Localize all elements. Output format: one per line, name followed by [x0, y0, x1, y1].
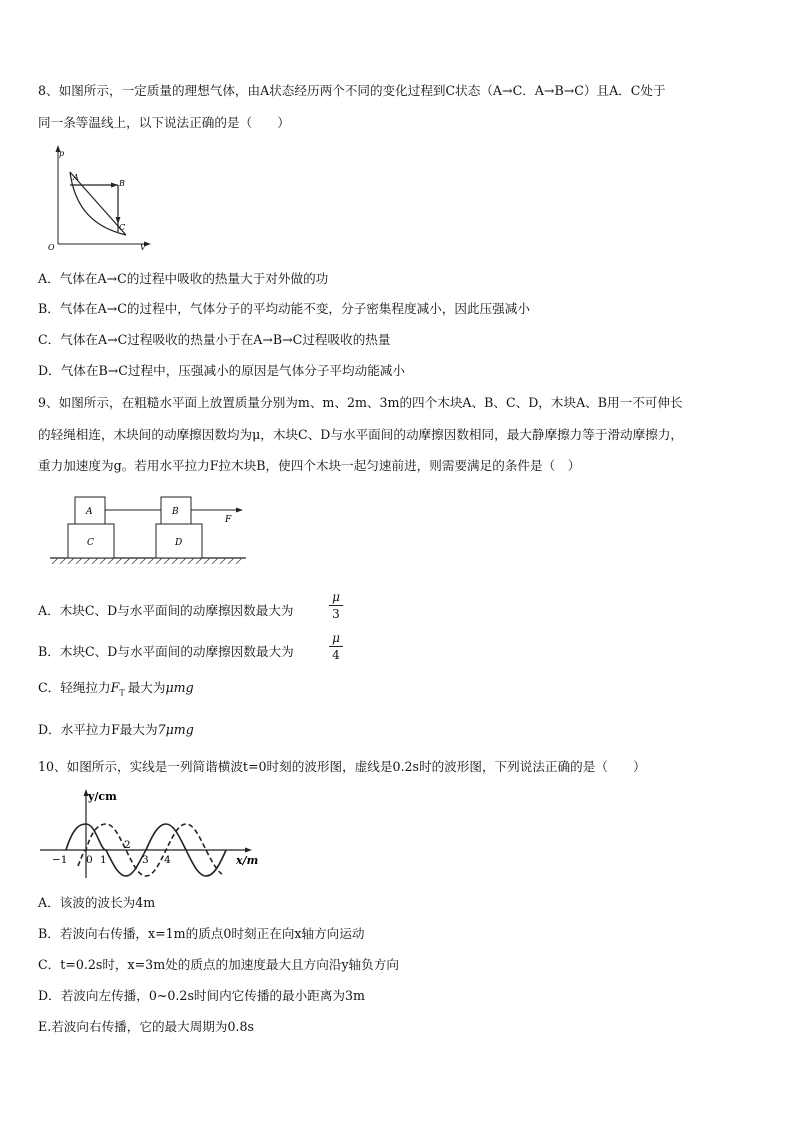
q9-option-b-denominator: 4 — [332, 648, 340, 662]
tick-4: 4 — [164, 854, 171, 866]
q9-option-b-fraction-bar — [329, 646, 343, 647]
q10-option-a: A．该波的波长为4m — [38, 895, 156, 910]
q9-option-b-numerator: μ — [332, 631, 340, 645]
q9-option-c-value: μmg — [165, 680, 194, 695]
q8-pv-diagram — [40, 142, 160, 254]
origin-label: O — [48, 243, 55, 252]
point-b-label: B — [119, 179, 125, 188]
block-b-label: B — [172, 507, 179, 517]
point-c-label: C — [119, 223, 126, 232]
q9-option-c-subscript: T — [119, 688, 125, 698]
q8-option-d: D．气体在B→C过程中，压强减小的原因是气体分子平均动能减小 — [38, 363, 405, 378]
q9-option-c-text: C．轻绳拉力 — [38, 680, 111, 695]
block-c-label: C — [87, 538, 94, 548]
q10-option-d: D．若波向左传播，0~0.2s时间内它传播的最小距离为3m — [38, 988, 365, 1003]
q9-stem-line1: 9、如图所示，在粗糙水平面上放置质量分别为m、m、2m、3m的四个木块A、B、C、D，木块A、B用一不可伸长 — [38, 395, 683, 410]
tick-2: 2 — [124, 839, 131, 851]
tick-minus1: −1 — [52, 854, 68, 866]
q9-option-d — [38, 721, 758, 739]
tick-1: 1 — [100, 854, 107, 866]
q8-option-c: C．气体在A→C过程吸收的热量小于在A→B→C过程吸收的热量 — [38, 332, 391, 347]
q9-option-d-text: D．水平拉力F最大为 — [38, 722, 158, 737]
q10-wave-diagram — [38, 786, 268, 882]
q8-option-b: B．气体在A→C的过程中，气体分子的平均动能不变，分子密集程度减小，因此压强减小 — [38, 301, 530, 316]
q9-option-b-text: B．木块C、D与水平面间的动摩擦因数最大为 — [38, 644, 294, 659]
q8-option-a: A．气体在A→C的过程中吸收的热量大于对外做的功 — [38, 271, 329, 286]
point-a-label: A — [73, 173, 79, 182]
axis-label-p: p — [59, 149, 65, 158]
q9-stem-line2: 的轻绳相连，木块间的动摩擦因数均为μ，木块C、D与水平面间的动摩擦因数相同，最大静摩擦力等于滑动摩擦力， — [38, 427, 684, 442]
force-label: F — [225, 515, 232, 525]
q9-option-c-tail: 最大为 — [127, 680, 166, 695]
q10-option-b: B．若波向右传播，x=1m的质点0时刻正在向x轴方向运动 — [38, 926, 365, 941]
axis-label-y: y/cm — [88, 790, 117, 803]
q9-option-c-symbol: F — [110, 680, 120, 695]
q9-stem-line3: 重力加速度为g。若用水平拉力F拉木块B，使四个木块一起匀速前进，则需要满足的条件是（ ） — [38, 458, 581, 473]
q10-option-c: C．t=0.2s时，x=3m处的质点的加速度最大且方向沿y轴负方向 — [38, 957, 399, 972]
q8-stem-line2: 同一条等温线上，以下说法正确的是（ ） — [38, 115, 290, 130]
q9-option-a — [38, 590, 758, 628]
q9-option-a-fraction-bar — [329, 605, 343, 606]
block-d-label: D — [175, 538, 183, 548]
q9-option-c — [38, 679, 758, 703]
axis-label-v: V — [140, 243, 146, 252]
tick-0: 0 — [86, 854, 93, 866]
q9-option-a-denominator: 3 — [332, 607, 340, 621]
block-a-label: A — [86, 507, 93, 517]
q9-option-b — [38, 631, 758, 669]
q9-option-d-value: 7μmg — [157, 722, 194, 737]
q9-option-a-text: A．木块C、D与水平面间的动摩擦因数最大为 — [38, 603, 294, 618]
q10-option-e: E.若波向右传播，它的最大周期为0.8s — [38, 1019, 255, 1034]
axis-label-x: x/m — [236, 854, 259, 867]
q9-option-a-numerator: μ — [332, 590, 340, 604]
q10-stem: 10、如图所示，实线是一列简谐横波t=0时刻的波形图，虚线是0.2s时的波形图，下列说法正确的是（ ） — [38, 759, 646, 774]
q9-blocks-diagram — [44, 492, 250, 572]
q8-stem-line1: 8、如图所示，一定质量的理想气体，由A状态经历两个不同的变化过程到C状态（A→C．A→B→C）且A．C处于 — [38, 83, 666, 98]
tick-3: 3 — [142, 854, 149, 866]
